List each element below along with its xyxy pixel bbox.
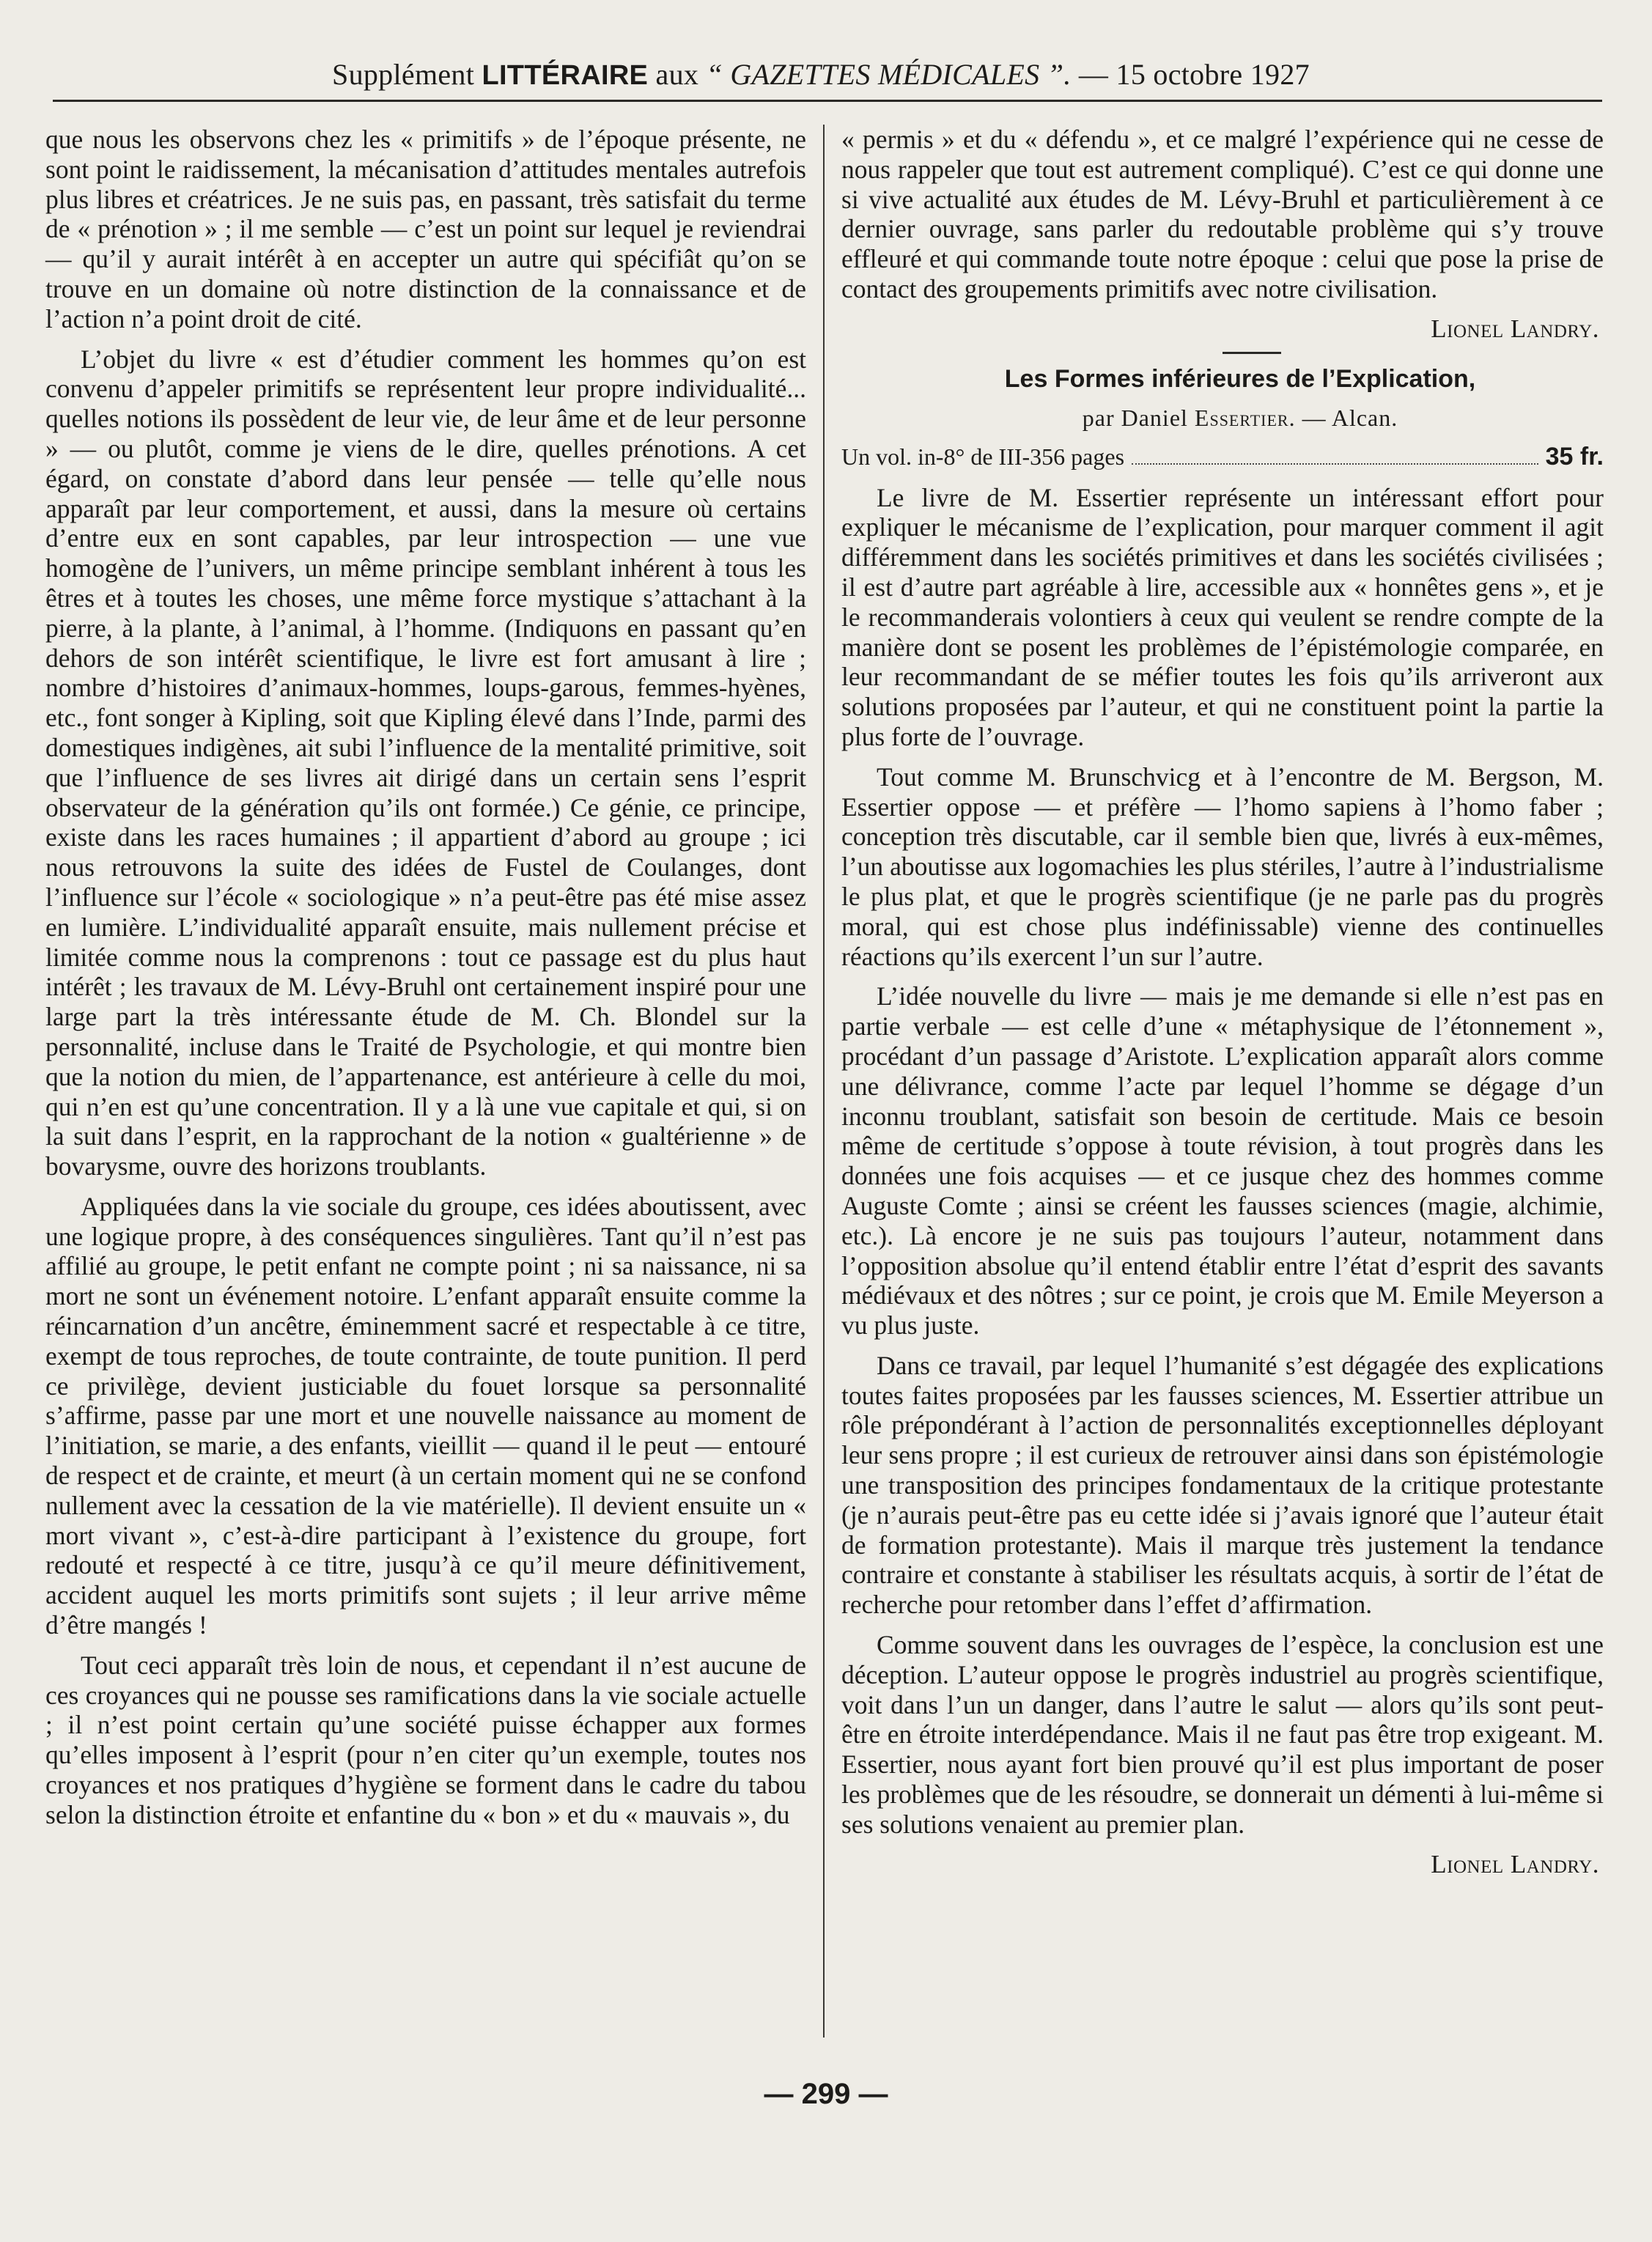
section-rule [1223, 352, 1281, 354]
review-author-name: Essertier. [1194, 404, 1296, 431]
right-paragraph: Comme souvent dans les ouvrages de l’espèce, la conclusion est une déception. L’auteur oppose le progrès industriel au progrès scientifique, voit dans l’un un danger, dans l’autre le salut — alors qu’ils sont peut-être en étroite interdépendance. Mais il ne faut pas être trop exigeant. M. Essertier, nous ayant fort bien prouvé qu’il est plus important de poser les problèmes que de les résoudre, se donnerait un démenti à lui-même si ses solutions venaient au premier plan. [841, 1630, 1604, 1839]
review-pub-info: Un vol. in-8° de III-356 pages [841, 443, 1125, 470]
header-rule [53, 100, 1602, 102]
signature: Lionel Landry. [1431, 314, 1599, 343]
header-aux: aux [655, 58, 699, 91]
signature: Lionel Landry. [1431, 1849, 1599, 1878]
left-column [45, 125, 806, 1840]
review-author [841, 404, 1604, 432]
left-paragraph: Appliquées dans la vie sociale du groupe, ces idées aboutissent, avec une logique propre, à des conséquences singulières. Tant qu’il n’est pas affilié au groupe, le petit enfant ne compte point ; ni sa naissance, ni sa mort ne sont un événement notoire. L’enfant apparaît ensuite comme la réincarnation d’un ancêtre, éminemment sacré et respectable à ce titre, exempt de tous reproches, de toute contrainte, de toute punition. Il perd ce privilège, devient justiciable du fouet lorsque sa personnalité s’affirme, passe par une mort et une nouvelle naissance au moment de l’initiation, se marie, a des enfants, vieillit — quand il le peut — entouré de respect et de crainte, et meurt (à un certain moment qui ne se confond nullement avec la cessation de la vie matérielle). Il devient ensuite un « mort vivant », c’est-à-dire participant à l’existence du groupe, fort redouté et respecté à ce titre, jusqu’à ce qu’il meure définitivement, accident auquel les morts primitifs sont sujets ; il leur arrive même d’être mangés ! [45, 1191, 806, 1640]
review-author-prefix: par Daniel [1082, 404, 1188, 431]
header-supplement: Supplément [332, 58, 475, 91]
right-continuation: « permis » et du « défendu », et ce malgré l’expérience qui ne cesse de nous rappeler que tout est autrement compliqué). C’est ce qui donne une si vive actualité aux études de M. Lévy-Bruhl et particulièrement à ce dernier ouvrage, sans parler du redoutable problème qui s’y trouve effleuré et qui commande toute notre époque : celui que pose la prise de contact des groupements primitifs avec notre civilisation. [841, 125, 1604, 303]
column-divider [823, 125, 825, 2038]
right-paragraph: Le livre de M. Essertier représente un intéressant effort pour expliquer le mécanisme de l’explication, pour marquer comment il agit différemment dans les sociétés primitives et dans les sociétés civilisées ; il est d’autre part agréable à lire, accessible aux « honnêtes gens », et je le recommanderais volontiers à ceux qui veulent se rendre compte de la manière dont se posent les problèmes de l’épistémologie comparée, en leur recommandant de se méfier toutes les fois qu’ils arriveront aux solutions proposées par l’auteur, et qui ne constituent point la partie la plus forte de l’ouvrage. [841, 482, 1604, 751]
header-journal: “ GAZETTES MÉDICALES ”. [706, 58, 1072, 91]
running-header [44, 45, 1598, 104]
review-pub-line [841, 442, 1604, 471]
review-price: 35 fr. [1545, 442, 1604, 471]
header-dash: — [1078, 58, 1109, 91]
left-paragraph: L’objet du livre « est d’étudier comment les hommes qu’on est convenu d’appeler primitifs se représentent leur propre individualité... quelles notions ils possèdent de leur vie, de leur âme et de leur personne » — ou plutôt, comme je viens de le dire, quelles prénotions. A cet égard, on constate d’abord dans leur pensée — telle qu’elle nous apparaît par leur comportement, et aussi, dans la mesure où certains d’entre eux en sont capables, par leur introspection — une vue homogène de l’univers, un même principe semblant inhérent à tous les êtres et à toutes les choses, une même force mystique s’attachant à la pierre, à la plante, à l’animal, à l’homme. (Indiquons en passant qu’en dehors de son intérêt scientifique, le livre est fort amusant à lire ; nombre d’histoires d’animaux-hommes, loups-garous, femmes-hyènes, etc., font songer à Kipling, soit que Kipling élevé dans l’Inde, parmi des domestiques indigènes, ait subi l’influence de la mentalité primitive, soit que l’influence de ses livres ait dirigé dans un certain sens l’esprit observateur de la génération qu’ils ont formée.) Ce génie, ce principe, existe dans les races humaines ; il appartient d’abord au groupe ; ici nous retrouvons la suite des idées de Fustel de Coulanges, dont l’influence sur l’école « sociologique » n’a peut-être pas été mise assez en lumière. L’individualité apparaît ensuite, mais nullement précise et limitée comme nous la comprenons : tout ce passage est du plus haut intérêt ; les travaux de M. Lévy-Bruhl ont certainement inspiré pour une large part la très intéressante étude de M. Ch. Blondel sur la personnalité, incluse dans le Traité de Psychologie, et qui montre bien que la notion du mien, de l’appartenance, est antérieure à celle du moi, qui n’en est qu’une concentration. Il y a là une vue capitale et qui, si on la suit dans l’esprit, en la rapprochant de la notion « gualtérienne » de bovarysme, ouvre des horizons troublants. [45, 344, 806, 1181]
right-paragraph: Dans ce travail, par lequel l’humanité s’est dégagée des explications toutes faites proposées par les fausses sciences, M. Essertier attribue un rôle prépondérant à l’action de personnalités exceptionnelles déployant leur sens propre ; il est curieux de retrouver ainsi dans son épistémologie une transposition des principes fondamentaux de la critique protestante (je n’aurais peut-être pas eu cette idée si j’avais ignoré que l’auteur était de formation protestante). Mais il marque très justement la tendance contraire et constante à stabiliser les résultats acquis, à sortir de l’état de recherche pour retomber dans l’effet d’affirmation. [841, 1350, 1604, 1620]
page-number: — 299 — [764, 2078, 888, 2110]
right-paragraph: Tout comme M. Brunschvicg et à l’encontre de M. Bergson, M. Essertier oppose — et préfère — l’homo sapiens à l’homo faber ; conception très discutable, car il semble bien que, livrés à eux-mêmes, l’un aboutisse aux logomachies les plus stériles, l’autre à l’industrialisme le plus plat, et que le progrès scientifique (je ne parle pas du progrès moral, qui est chose plus indéfinissable) vienne des continuelles réactions qu’ils exercent l’un sur l’autre. [841, 762, 1604, 971]
left-paragraph: que nous les observons chez les « primitifs » de l’époque présente, ne sont point le raidissement, la mécanisation d’attitudes mentales autrefois plus libres et créatrices. Je ne suis pas, en passant, très satisfait du terme de « prénotion » ; il me semble — c’est un point sur lequel je reviendrai — qu’il y aurait intérêt à en accepter un autre qui spécifiât qu’on se trouve en un domaine où notre distinction de la connaissance et de l’action n’a point droit de cité. [45, 125, 806, 333]
left-paragraph: Tout ceci apparaît très loin de nous, et cependant il n’est aucune de ces croyances qui ne pousse ses ramifications dans la vie sociale actuelle ; il n’est point certain qu’une société puisse échapper aux formes qu’elles imposent à l’esprit (pour n’en citer qu’un exemple, toutes nos croyances et nos pratiques d’hygiène se forment dans le cadre du tabou selon la distinction étroite et enfantine du « bon » et du « mauvais », du [45, 1650, 806, 1829]
header-date: 15 octobre 1927 [1116, 58, 1310, 91]
review-title: Les Formes inférieures de l’Explication, [1004, 364, 1476, 393]
header-litteraire: LITTÉRAIRE [482, 60, 649, 91]
leader-dots [1132, 463, 1538, 465]
right-column [841, 125, 1604, 1887]
right-paragraph: L’idée nouvelle du livre — mais je me demande si elle n’est pas en partie verbale — est celle d’une « métaphysique de l’étonnement », procédant d’un passage d’Aristote. L’explication apparaît alors comme une délivrance, comme l’acte par lequel l’homme se dégage d’un inconnu troublant, satisfait son besoin de certitude. Mais ce besoin même de certitude s’oppose à toute révision, à tout progrès dans les données une fois acquises — et ce jusque chez des hommes comme Auguste Comte ; ainsi se créent les fausses sciences (magie, alchimie, etc.). Là encore je ne suis pas toujours l’auteur, notamment dans l’opposition absolue qu’il entend établir entre l’état d’esprit des savants médiévaux et des nôtres ; sur ce point, je crois que M. Emile Meyerson a vu plus juste. [841, 981, 1604, 1341]
review-publisher: — Alcan. [1302, 404, 1398, 431]
